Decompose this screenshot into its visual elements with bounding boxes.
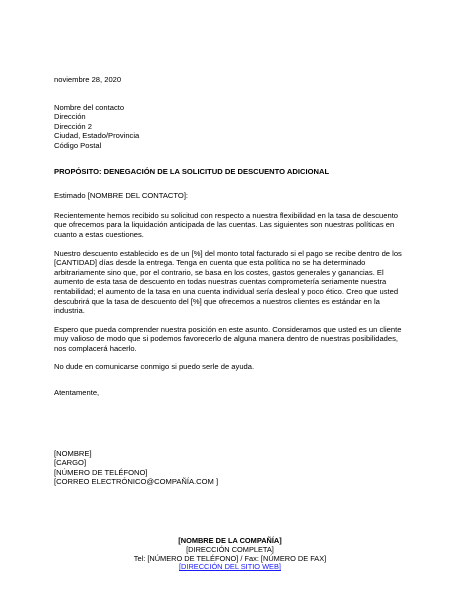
paragraph-line: descubrirá que la tasa de descuento del [%] que ofrecemos a nuestros clientes es estándar en la bbox=[54, 296, 380, 306]
paragraph-line: cuanto a estas cuestiones. bbox=[54, 229, 144, 239]
address-line: Dirección bbox=[54, 112, 86, 122]
address-line: Ciudad, Estado/Provincia bbox=[54, 131, 140, 141]
footer-phone-fax: Tel: [NÚMERO DE TELÉFONO] / Fax: [NÚMERO DE FAX] bbox=[133, 553, 327, 563]
body-paragraph-4 bbox=[54, 362, 410, 372]
signature-name: [NOMBRE] bbox=[54, 448, 92, 458]
paragraph-line: Recientemente hemos recibido su solicitud con respecto a nuestra flexibilidad en la tasa de descuento bbox=[54, 210, 399, 220]
paragraph-line: industria. bbox=[54, 306, 85, 316]
letter-body bbox=[54, 75, 410, 487]
footer-company: [NOMBRE DE LA COMPAÑÍA] bbox=[178, 536, 282, 545]
letter-greeting: Estimado [NOMBRE DEL CONTACTO]: bbox=[54, 191, 189, 201]
body-paragraph-3 bbox=[54, 325, 410, 354]
paragraph-line: Espero que pueda comprender nuestra posición en este asunto. Consideramos que usted es un cliente bbox=[54, 324, 402, 334]
address-line: Código Postal bbox=[54, 140, 102, 150]
paragraph-line: Nuestro descuento establecido es de un [%] del monto total facturado si el pago se recibe dentro de los bbox=[54, 248, 402, 258]
signature-title: [CARGO] bbox=[54, 458, 87, 468]
footer-website-link[interactable]: [DIRECCIÓN DEL SITIO WEB] bbox=[179, 562, 281, 572]
paragraph-line: arbitrariamente sino que, por el contrario, se basa en los costes, gastos generales y ganancias. El bbox=[54, 267, 384, 277]
paragraph-line: [CANTIDAD] días desde la entrega. Tenga en cuenta que esta política no se ha determinado bbox=[54, 258, 366, 268]
paragraph-line: No dude en comunicarse conmigo si puedo serle de ayuda. bbox=[54, 362, 255, 372]
paragraph-line: aumento de esta tasa de descuento en todas nuestras cuentas comprometería seriamente nuestra bbox=[54, 277, 387, 287]
letter-footer bbox=[0, 537, 460, 572]
signature-email: [CORREO ELECTRÓNICO@COMPAÑÍA.COM ] bbox=[54, 477, 219, 487]
letter-closing: Atentamente, bbox=[54, 388, 100, 398]
address-line: Nombre del contacto bbox=[54, 102, 125, 112]
footer-address: [DIRECCIÓN COMPLETA] bbox=[186, 544, 274, 554]
paragraph-line: muy valioso de modo que si podemos favorecerlo de alguna manera dentro de nuestras posibilidades, bbox=[54, 334, 399, 344]
body-paragraph-1 bbox=[54, 211, 410, 240]
signature-phone: [NÚMERO DE TELÉFONO] bbox=[54, 467, 148, 477]
paragraph-line: que ofrecemos para la liquidación anticipada de las cuentas. Las siguientes son nuestras políticas en bbox=[54, 220, 395, 230]
signature-block bbox=[54, 449, 410, 487]
letter-subject: PROPÓSITO: DENEGACIÓN DE LA SOLICITUD DE DESCUENTO ADICIONAL bbox=[54, 166, 330, 176]
recipient-address bbox=[54, 103, 410, 151]
body-paragraph-2 bbox=[54, 249, 410, 316]
paragraph-line: rentabilidad; el aumento de la tasa en una cuenta individual sería desleal y poco ético. Creo que usted bbox=[54, 286, 399, 296]
address-line: Dirección 2 bbox=[54, 121, 92, 131]
letter-date: noviembre 28, 2020 bbox=[54, 75, 122, 84]
paragraph-line: nos complacerá hacerlo. bbox=[54, 343, 137, 353]
